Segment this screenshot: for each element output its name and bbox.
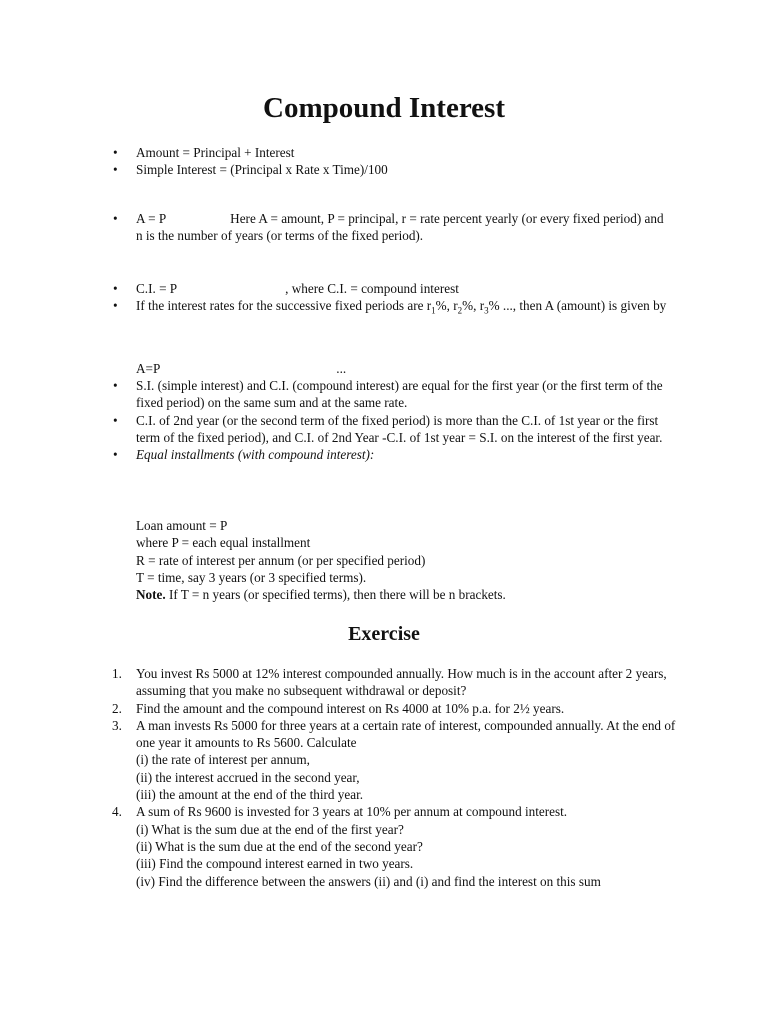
formula-lhs: A = P	[136, 211, 167, 226]
list-item	[0, 210, 768, 245]
exercise-number: 2.	[112, 700, 122, 716]
page-title: Compound Interest	[263, 92, 505, 124]
list-item: • Amount = Principal + Interest	[0, 144, 768, 161]
list-item	[0, 280, 768, 297]
loan-line: R = rate of interest per annum (or per specified period)	[136, 552, 426, 568]
exercise-subpart: (iii) the amount at the end of the third year.	[136, 787, 364, 803]
exercise-text: A sum of Rs 9600 is invested for 3 years at 10% per annum at compound interest.	[136, 804, 568, 820]
exercise-title: Exercise	[348, 623, 420, 645]
formula-lhs: C.I. = P	[136, 281, 178, 296]
subscript: 2	[457, 305, 463, 316]
formula-list-amount	[0, 210, 768, 245]
exercise-subpart: (i) the rate of interest per annum,	[136, 752, 310, 768]
list-item: • S.I. (simple interest) and C.I. (compound interest) are equal for the first year (or the first term of the fixed period) on the same sum and at the same rate.	[0, 377, 768, 412]
formula-description: Here A = amount, P = principal, r = rate percent yearly (or every fixed period) and n is the number of years (or terms of the fixed period).	[136, 211, 664, 244]
exercise-item	[0, 700, 768, 717]
exercise-subpart: (ii) the interest accrued in the second year,	[136, 769, 360, 785]
note-text: If T = n years (or specified terms), then there will be n brackets.	[165, 587, 506, 603]
amount-formula-line	[136, 360, 346, 377]
exercise-text: A man invests Rs 5000 for three years at a certain rate of interest, compounded annually. At the end of one year it amounts to Rs 5600. Calculate	[136, 717, 676, 751]
list-item	[0, 297, 768, 314]
exercise-subpart: (i) What is the sum due at the end of the first year?	[136, 821, 404, 837]
rates-text: If the interest rates for the successive fixed periods are r	[136, 298, 432, 314]
loan-block	[136, 517, 506, 603]
formula-list-ci	[0, 280, 768, 315]
rates-text: %, r	[435, 298, 458, 314]
note-label: Note.	[136, 587, 166, 603]
exercise-number: 4.	[112, 804, 122, 820]
facts-list	[0, 377, 768, 463]
loan-line: where P = each equal installment	[136, 535, 311, 551]
formula-lhs: A=P	[136, 361, 161, 376]
list-item	[0, 446, 768, 463]
formula-list-basic	[0, 144, 768, 179]
exercise-text: You invest Rs 5000 at 12% interest compounded annually. How much is in the account after 2 years, assuming that you make no subsequent withdrawal or deposit?	[136, 666, 667, 699]
exercise-list	[0, 665, 768, 890]
rates-text: % ..., then A (amount) is given by	[488, 298, 667, 314]
exercise-item	[0, 717, 768, 803]
note-line	[136, 586, 506, 603]
subscript: 3	[484, 305, 489, 316]
subscript: 1	[431, 305, 436, 316]
installments-heading: Equal installments (with compound interest):	[136, 447, 375, 463]
formula-ellipsis: ...	[336, 361, 347, 376]
loan-line: Loan amount = P	[136, 518, 228, 533]
loan-line: T = time, say 3 years (or 3 specified terms).	[136, 569, 367, 585]
list-item: • C.I. of 2nd year (or the second term of the fixed period) is more than the C.I. of 1st year or the first term of the fixed period), and C.I. of 2nd Year -C.I. of 1st year = S.I. on the interest of the first year.	[0, 412, 768, 447]
exercise-subpart: (iii) Find the compound interest earned in two years.	[136, 856, 414, 872]
exercise-item	[0, 665, 768, 700]
exercise-text: Find the amount and the compound interest on Rs 4000 at 10% p.a. for 2½ years.	[136, 700, 565, 716]
exercise-number: 3.	[112, 717, 122, 733]
formula-description: , where C.I. = compound interest	[285, 281, 459, 296]
exercise-item	[0, 803, 768, 889]
rates-text: %, r	[462, 298, 485, 314]
exercise-subpart: (iv) Find the difference between the answers (ii) and (i) and find the interest on this sum	[136, 873, 601, 889]
exercise-subpart: (ii) What is the sum due at the end of the second year?	[136, 838, 423, 854]
exercise-number: 1.	[112, 666, 122, 681]
list-item: • Simple Interest = (Principal x Rate x Time)/100	[0, 161, 768, 178]
